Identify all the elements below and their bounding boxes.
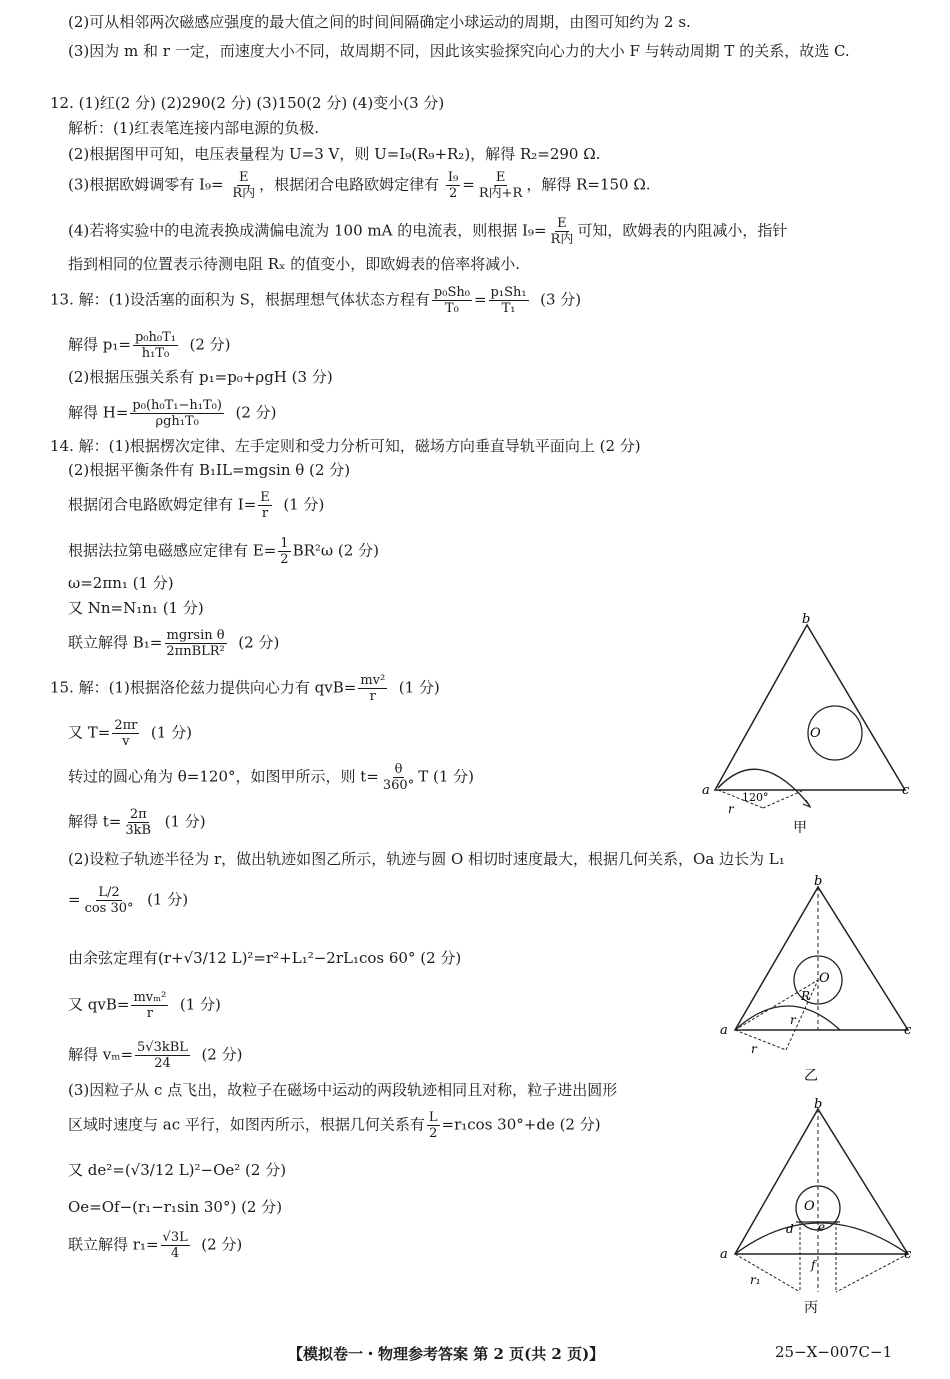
label-c: c — [904, 1023, 912, 1038]
text-line: ω=2πn₁ (1 分) — [68, 574, 174, 592]
triangle — [715, 625, 905, 790]
text-line: 联立解得 B₁= $\frac{\text{mgrsin θ}}{\text{2πnBLR²}}$ (2 分) — [68, 628, 280, 659]
question-14-line: 14. 解：(1)根据楞次定律、左手定则和受力分析可知，磁场方向垂直导轨平面向上 (2 分) — [50, 437, 641, 455]
fraction: $\frac{\text{5√3kBL}}{24}$ — [137, 1040, 188, 1071]
label-r: r — [751, 1042, 757, 1056]
page-footer: 【模拟卷一・物理参考答案 第 2 页(共 2 页)】 — [288, 1345, 605, 1363]
label-b: b — [814, 1097, 823, 1112]
figure-jia — [700, 608, 915, 838]
figure-yi-diagram — [718, 872, 918, 1087]
text-line: = $\frac{L/2}{\cos 30^\circ}$ (1 分) — [68, 885, 189, 916]
figure-caption: 乙 — [804, 1068, 818, 1084]
fraction: $\frac{√3L}{4}$ — [162, 1230, 188, 1261]
fraction: $\frac{\text{p₁Sh₁}}{\text{T₁}}$ — [490, 285, 527, 316]
label-a: a — [702, 783, 710, 798]
text-line: 又 T= $\frac{2\pi r}{v}$ (1 分) — [68, 718, 192, 749]
label-o: O — [804, 1199, 815, 1214]
text-line: 又 de²=(√3/12 L)²−Oe² (2 分) — [68, 1161, 287, 1179]
dashed-radius — [735, 1030, 786, 1050]
label-c: c — [902, 783, 910, 798]
label-a: a — [720, 1247, 728, 1262]
text-line: 解析：(1)红表笔连接内部电源的负极. — [68, 119, 320, 137]
label-o: O — [819, 971, 830, 986]
text-line: 区域时速度与 ac 平行，如图丙所示，根据几何关系有 $\frac{L}{2}$ =r₁cos 30°+de (2 分) — [68, 1110, 601, 1141]
fraction: $\frac{\theta}{360^\circ}$ — [382, 762, 415, 793]
label-e: e — [818, 1220, 826, 1234]
text-line: 联立解得 r₁= $\frac{√3L}{4}$ (2 分) — [68, 1230, 243, 1261]
fraction: $\frac{\text{mvₘ²}}{r}$ — [133, 990, 167, 1021]
fraction: $\frac{\text{p₀h₀T₁}}{\text{h₁T₀}}$ — [134, 330, 176, 361]
text-line: (2)可从相邻两次磁感应强度的最大值之间的时间间隔确定小球运动的周期，由图可知约为 2 s. — [68, 13, 691, 31]
label-b: b — [802, 612, 811, 627]
triangle — [735, 887, 908, 1030]
label-d: d — [786, 1222, 794, 1236]
dashed-radius — [735, 1254, 800, 1292]
text-line: Oe=Of−(r₁−r₁sin 30°) (2 分) — [68, 1198, 283, 1216]
label-R: R — [801, 989, 811, 1003]
text-line: 又 Nn=N₁n₁ (1 分) — [68, 599, 204, 617]
question-13-line: 13. 解：(1)设活塞的面积为 S，根据理想气体状态方程有 $\frac{\text{p₀Sh₀}}{\text{T₀}}$ = $\frac{\text{p₁Sh₁}}{\text{T₁}}$ (3 分) — [50, 285, 582, 316]
fraction: $\frac{\text{mv²}}{r}$ — [360, 673, 386, 704]
figure-caption: 丙 — [804, 1300, 818, 1316]
label-c: c — [904, 1247, 912, 1262]
fraction: $\frac{\text{mgrsin θ}}{\text{2πnBLR²}}$ — [166, 628, 225, 659]
text-line: 解得 p₁= $\frac{\text{p₀h₀T₁}}{\text{h₁T₀}}$ (2 分) — [68, 330, 231, 361]
fraction: $\frac{E}{\text{R内}}$ — [232, 170, 256, 201]
fraction: $\frac{E}{\text{R内}}$ — [550, 216, 574, 247]
question-12-answer: 12. (1)红(2 分) (2)290(2 分) (3)150(2 分) (4)变小(3 分) — [50, 94, 445, 112]
fraction: $\frac{E}{r}$ — [260, 490, 270, 521]
fraction: $\frac{L/2}{\cos 30^\circ}$ — [84, 885, 134, 916]
document-code: 25−X−007C−1 — [775, 1343, 893, 1361]
text-line: (2)设粒子轨迹半径为 r，做出轨迹如图乙所示，轨迹与圆 O 相切时速度最大，根据几何关系，Oa 边长为 L₁ — [68, 850, 785, 868]
text-line: (4)若将实验中的电流表换成满偏电流为 100 mA 的电流表，则根据 I₉= $\frac{E}{\text{R内}}$ 可知，欧姆表的内阻减小，指针 — [68, 216, 788, 247]
text-line: 解得 t= $\frac{2\pi}{3kB}$ (1 分) — [68, 807, 206, 838]
text-line: 转过的圆心角为 θ=120°，如图甲所示，则 t= $\frac{\theta}{360^\circ}$ T (1 分) — [68, 762, 474, 793]
fraction: $\frac{\text{p₀Sh₀}}{\text{T₀}}$ — [433, 285, 470, 316]
text-line: 由余弦定理有(r+√3/12 L)²=r²+L₁²−2rL₁cos 60° (2 分) — [68, 949, 462, 967]
text-line: 解得 vₘ= $\frac{\text{5√3kBL}}{24}$ (2 分) — [68, 1040, 243, 1071]
text-line: (3)因为 m 和 r 一定，而速度大小不同，故周期不同，因此该实验探究向心力的大小 F 与转动周期 T 的关系，故选 C. — [68, 42, 850, 60]
fraction: $\frac{E}{\text{R内+R}}$ — [478, 170, 523, 201]
fraction: $\frac{2\pi}{3kB}$ — [125, 807, 152, 838]
label-f: f — [811, 1258, 816, 1272]
text-line: (2)根据图甲可知，电压表量程为 U=3 V，则 U=I₉(R₉+R₂)，解得 R₂=290 Ω. — [68, 145, 601, 163]
arrow-head — [803, 800, 810, 807]
text-line: 解得 H= $\frac{\text{p₀(h₀T₁−h₁T₀)}}{\text{ρgh₁T₀}}$ (2 分) — [68, 398, 277, 429]
text-line: 根据闭合电路欧姆定律有 I= $\frac{E}{r}$ (1 分) — [68, 490, 325, 521]
text-line: (2)根据平衡条件有 B₁IL=mgsin θ (2 分) — [68, 461, 351, 479]
label-a: a — [720, 1023, 728, 1038]
question-15-line: 15. 解：(1)根据洛伦兹力提供向心力有 qvB= $\frac{\text{mv²}}{r}$ (1 分) — [50, 673, 440, 704]
label-b: b — [814, 874, 823, 889]
figure-bing — [718, 1097, 918, 1322]
label-o: O — [810, 726, 821, 741]
trajectory-arc — [735, 1006, 840, 1030]
text-line: (3)因粒子从 c 点飞出，故粒子在磁场中运动的两段轨迹相同且对称，粒子进出圆形 — [68, 1081, 618, 1099]
label-r: r — [790, 1013, 796, 1027]
fraction: $\frac{\text{p₀(h₀T₁−h₁T₀)}}{\text{ρgh₁T₀}}$ — [132, 398, 222, 429]
text-line: (2)根据压强关系有 p₁=p₀+ρgH (3 分) — [68, 368, 333, 386]
fraction: $\frac{L}{2}$ — [428, 1110, 438, 1141]
figure-jia-diagram — [700, 608, 915, 838]
figure-caption: 甲 — [793, 820, 807, 836]
figure-yi — [718, 872, 918, 1087]
text-line: 指到相同的位置表示待测电阻 Rₓ 的值变小，即欧姆表的倍率将减小. — [68, 255, 520, 273]
label-r: r — [728, 802, 734, 816]
dashed-radius — [836, 1254, 908, 1292]
text-line: 根据法拉第电磁感应定律有 E= $\frac{1}{2}$ BR²ω (2 分) — [68, 536, 379, 567]
fraction: $\frac{2\pi r}{v}$ — [114, 718, 138, 749]
label-angle: 120° — [742, 791, 769, 804]
fraction: $\frac{\text{I₉}}{2}$ — [447, 170, 459, 201]
text-line: 又 qvB= $\frac{\text{mvₘ²}}{r}$ (1 分) — [68, 990, 221, 1021]
figure-bing-diagram — [718, 1097, 918, 1322]
text-line: (3)根据欧姆调零有 I₉= $\frac{E}{\text{R内}}$ ，根据闭合电路欧姆定律有 $\frac{\text{I₉}}{2}$ = $\frac{E}{\text{R内+R}}$ ，解得 R=150 Ω. — [68, 170, 651, 201]
label-r1: r₁ — [750, 1273, 761, 1287]
fraction: $\frac{1}{2}$ — [280, 536, 289, 567]
dashed-line — [735, 980, 818, 1030]
